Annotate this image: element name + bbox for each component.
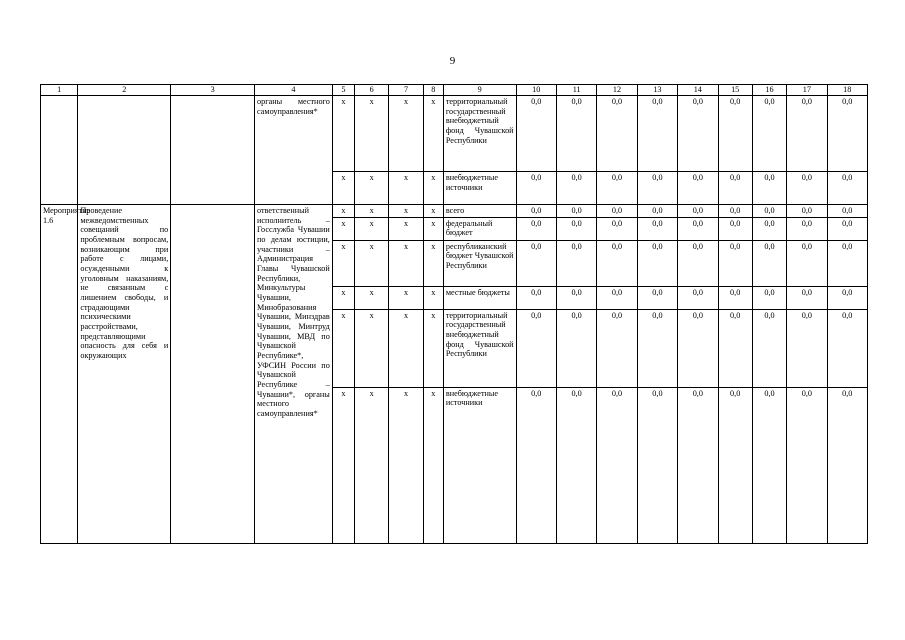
- value-cell: 0,0: [597, 286, 637, 309]
- value-cell: 0,0: [597, 387, 637, 543]
- x-mark: x: [389, 205, 423, 218]
- value-cell: 0,0: [597, 96, 637, 172]
- value-cell: 0,0: [752, 286, 786, 309]
- empty-cell: [171, 205, 255, 544]
- value-cell: 0,0: [516, 217, 556, 240]
- value-cell: 0,0: [787, 286, 827, 309]
- value-cell: 0,0: [637, 387, 677, 543]
- funding-source: внебюджетные источники: [443, 387, 516, 543]
- value-cell: 0,0: [752, 96, 786, 172]
- x-mark: x: [355, 96, 389, 172]
- x-mark: x: [332, 387, 354, 543]
- header-cell: 1: [41, 85, 78, 96]
- x-mark: x: [389, 387, 423, 543]
- value-cell: 0,0: [827, 205, 867, 218]
- header-cell: 9: [443, 85, 516, 96]
- empty-cell: [41, 96, 78, 205]
- funding-source: всего: [443, 205, 516, 218]
- value-cell: 0,0: [752, 172, 786, 205]
- value-cell: 0,0: [787, 172, 827, 205]
- value-cell: 0,0: [752, 309, 786, 387]
- x-mark: x: [389, 217, 423, 240]
- value-cell: 0,0: [752, 387, 786, 543]
- x-mark: x: [423, 309, 443, 387]
- x-mark: x: [355, 240, 389, 286]
- header-cell: 13: [637, 85, 677, 96]
- value-cell: 0,0: [678, 172, 718, 205]
- value-cell: 0,0: [597, 240, 637, 286]
- x-mark: x: [332, 217, 354, 240]
- header-cell: 7: [389, 85, 423, 96]
- funding-source: территориальный государственный внебюджетный фонд Чувашской Республики: [443, 96, 516, 172]
- value-cell: 0,0: [516, 172, 556, 205]
- value-cell: 0,0: [556, 286, 596, 309]
- value-cell: 0,0: [787, 240, 827, 286]
- value-cell: 0,0: [827, 217, 867, 240]
- event-title: Проведение межведомственных совещаний по проблемным вопросам, возникающим при работе с лицами, осужденными к уголовным наказаниям, не связанным с лишением свободы, и страдающими психическими расстройствами, представляющими опасность для себя и окружающих: [78, 205, 171, 544]
- value-cell: 0,0: [787, 217, 827, 240]
- header-cell: 14: [678, 85, 718, 96]
- value-cell: 0,0: [678, 286, 718, 309]
- value-cell: 0,0: [556, 387, 596, 543]
- value-cell: 0,0: [787, 205, 827, 218]
- header-cell: 11: [556, 85, 596, 96]
- executor-cell: органы местного самоуправления*: [255, 96, 333, 205]
- value-cell: 0,0: [787, 309, 827, 387]
- value-cell: 0,0: [516, 286, 556, 309]
- value-cell: 0,0: [752, 217, 786, 240]
- value-cell: 0,0: [827, 309, 867, 387]
- header-row: [41, 85, 868, 96]
- funding-source: местные бюджеты: [443, 286, 516, 309]
- value-cell: 0,0: [787, 96, 827, 172]
- table-row: [41, 96, 868, 172]
- value-cell: 0,0: [718, 96, 752, 172]
- value-cell: 0,0: [678, 309, 718, 387]
- value-cell: 0,0: [516, 96, 556, 172]
- table-row: [41, 205, 868, 218]
- x-mark: x: [332, 96, 354, 172]
- value-cell: 0,0: [637, 240, 677, 286]
- value-cell: 0,0: [827, 96, 867, 172]
- value-cell: 0,0: [718, 240, 752, 286]
- value-cell: 0,0: [637, 309, 677, 387]
- value-cell: 0,0: [556, 309, 596, 387]
- x-mark: x: [389, 286, 423, 309]
- x-mark: x: [332, 309, 354, 387]
- header-cell: 18: [827, 85, 867, 96]
- value-cell: 0,0: [597, 172, 637, 205]
- value-cell: 0,0: [678, 96, 718, 172]
- x-mark: x: [355, 309, 389, 387]
- value-cell: 0,0: [637, 217, 677, 240]
- value-cell: 0,0: [597, 309, 637, 387]
- x-mark: x: [332, 240, 354, 286]
- x-mark: x: [389, 309, 423, 387]
- value-cell: 0,0: [556, 172, 596, 205]
- x-mark: x: [423, 217, 443, 240]
- x-mark: x: [332, 172, 354, 205]
- x-mark: x: [332, 286, 354, 309]
- value-cell: 0,0: [752, 205, 786, 218]
- x-mark: x: [423, 240, 443, 286]
- executor-cell: ответственный исполнитель – Госслужба Чувашии по делам юстиции, участники – Администрация Главы Чувашской Республики, Минкультуры Чувашии, Минобразования Чувашии, Минздрав Чувашии, Минтруд Чувашии, МВД по Чувашской Республике*, УФСИН России по Чувашской Республике – Чувашии*, органы местного самоуправления*: [255, 205, 333, 544]
- header-cell: 15: [718, 85, 752, 96]
- x-mark: x: [355, 286, 389, 309]
- header-cell: 12: [597, 85, 637, 96]
- x-mark: x: [423, 96, 443, 172]
- value-cell: 0,0: [827, 240, 867, 286]
- empty-cell: [171, 96, 255, 205]
- x-mark: x: [332, 205, 354, 218]
- value-cell: 0,0: [718, 309, 752, 387]
- value-cell: 0,0: [718, 205, 752, 218]
- value-cell: 0,0: [827, 286, 867, 309]
- value-cell: 0,0: [827, 387, 867, 543]
- header-cell: 17: [787, 85, 827, 96]
- x-mark: x: [389, 96, 423, 172]
- value-cell: 0,0: [827, 172, 867, 205]
- x-mark: x: [389, 240, 423, 286]
- value-cell: 0,0: [597, 205, 637, 218]
- header-cell: 16: [752, 85, 786, 96]
- header-cell: 10: [516, 85, 556, 96]
- x-mark: x: [423, 172, 443, 205]
- value-cell: 0,0: [718, 217, 752, 240]
- funding-source: республиканский бюджет Чувашской Республики: [443, 240, 516, 286]
- value-cell: 0,0: [787, 387, 827, 543]
- value-cell: 0,0: [637, 286, 677, 309]
- header-cell: 3: [171, 85, 255, 96]
- page-number: 9: [449, 55, 456, 67]
- x-mark: x: [355, 387, 389, 543]
- value-cell: 0,0: [718, 387, 752, 543]
- value-cell: 0,0: [516, 205, 556, 218]
- value-cell: 0,0: [678, 240, 718, 286]
- value-cell: 0,0: [516, 309, 556, 387]
- value-cell: 0,0: [556, 217, 596, 240]
- header-cell: 2: [78, 85, 171, 96]
- value-cell: 0,0: [637, 96, 677, 172]
- value-cell: 0,0: [637, 172, 677, 205]
- x-mark: x: [355, 217, 389, 240]
- value-cell: 0,0: [556, 240, 596, 286]
- x-mark: x: [423, 205, 443, 218]
- funding-source: территориальный государственный внебюджетный фонд Чувашской Республики: [443, 309, 516, 387]
- value-cell: 0,0: [718, 286, 752, 309]
- value-cell: 0,0: [678, 387, 718, 543]
- financing-table: [40, 84, 868, 544]
- header-cell: 5: [332, 85, 354, 96]
- x-mark: x: [355, 172, 389, 205]
- x-mark: x: [355, 205, 389, 218]
- value-cell: 0,0: [516, 387, 556, 543]
- event-code: Мероприятие 1.6: [41, 205, 78, 544]
- value-cell: 0,0: [718, 172, 752, 205]
- value-cell: 0,0: [752, 240, 786, 286]
- value-cell: 0,0: [678, 205, 718, 218]
- value-cell: 0,0: [637, 205, 677, 218]
- funding-source: внебюджетные источники: [443, 172, 516, 205]
- value-cell: 0,0: [556, 205, 596, 218]
- empty-cell: [78, 96, 171, 205]
- value-cell: 0,0: [678, 217, 718, 240]
- x-mark: x: [423, 387, 443, 543]
- value-cell: 0,0: [556, 96, 596, 172]
- x-mark: x: [389, 172, 423, 205]
- header-cell: 4: [255, 85, 333, 96]
- header-cell: 8: [423, 85, 443, 96]
- header-cell: 6: [355, 85, 389, 96]
- value-cell: 0,0: [516, 240, 556, 286]
- x-mark: x: [423, 286, 443, 309]
- value-cell: 0,0: [597, 217, 637, 240]
- funding-source: федеральный бюджет: [443, 217, 516, 240]
